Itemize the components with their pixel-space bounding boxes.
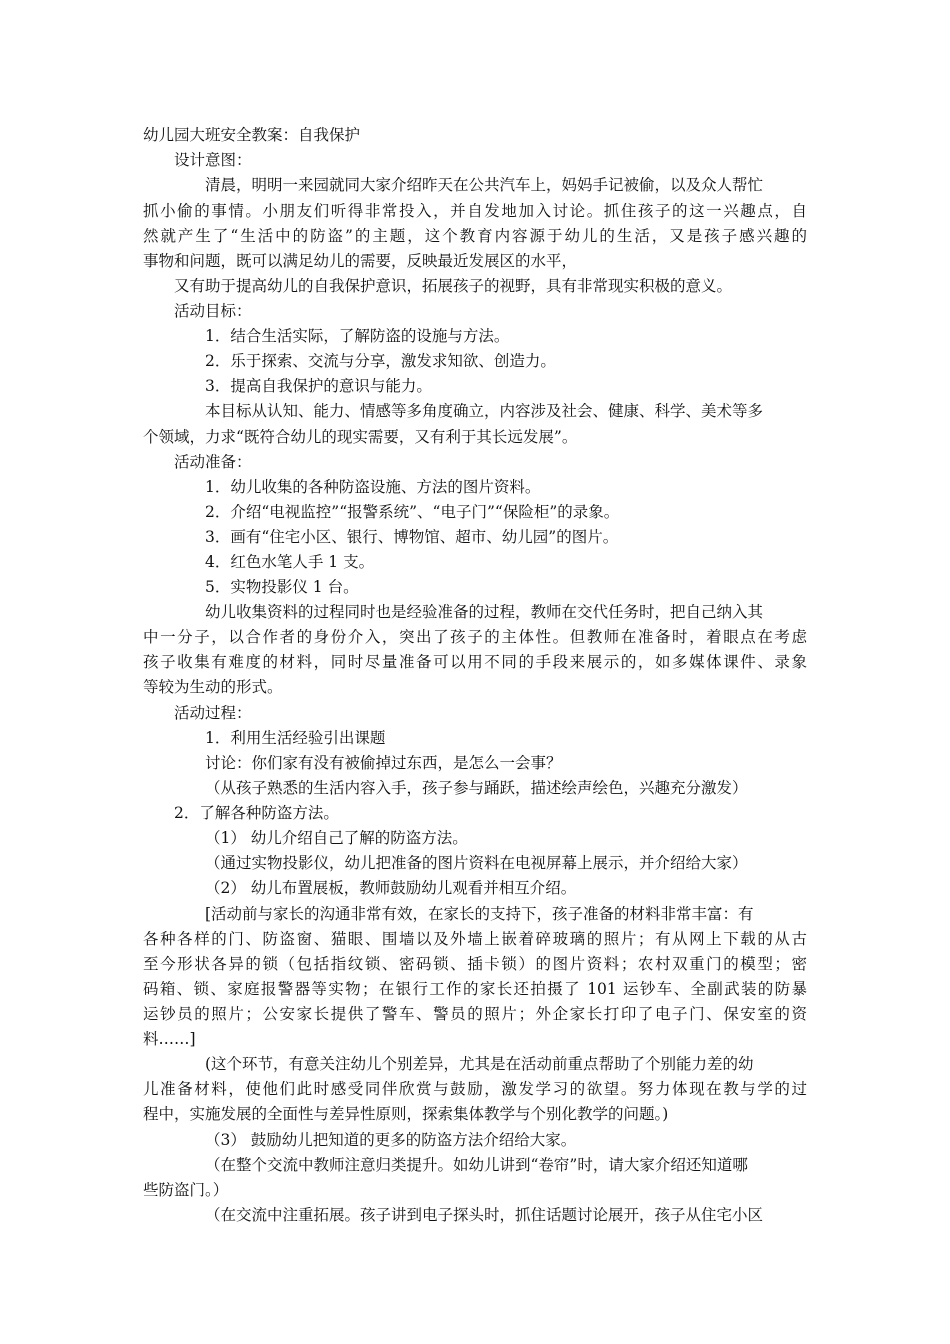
section-heading-preparation: 活动准备：	[174, 453, 252, 471]
paragraph-line: 讨论：你们家有没有被偷掉过东西，是怎么一会事？	[205, 754, 562, 772]
paragraph-line: 事物和问题，既可以满足幼儿的需要，反映最近发展区的水平，	[143, 252, 578, 270]
process-step: 1．利用生活经验引出课题	[205, 729, 386, 747]
paragraph-line: 各种各样的门、防盗窗、猫眼、围墙以及外墙上嵌着碎玻璃的照片；有从网上下载的从古	[143, 930, 807, 948]
paragraph-line: 中一分子，以合作者的身份介入，突出了孩子的主体性。但教师在准备时，着眼点在考虑	[143, 628, 807, 646]
paragraph-line: 些防盗门。）	[143, 1181, 229, 1199]
paragraph-line: [活动前与家长的沟通非常有效，在家长的支持下，孩子准备的材料非常丰富：有	[205, 905, 754, 923]
paragraph-line: 抓小偷的事情。小朋友们听得非常投入，并自发地加入讨论。抓住孩子的这一兴趣点，自	[143, 202, 807, 220]
section-heading-process: 活动过程：	[174, 704, 252, 722]
prep-item: 4．红色水笔人手 1 支。	[205, 553, 375, 571]
paragraph-line: 又有助于提高幼儿的自我保护意识，拓展孩子的视野，具有非常现实积极的意义。	[174, 277, 733, 295]
doc-title: 幼儿园大班安全教案：自我保护	[143, 126, 361, 144]
process-substep: （2） 幼儿布置展板，教师鼓励幼儿观看并相互介绍。	[205, 879, 577, 897]
goal-item: 2．乐于探索、交流与分享，激发求知欲、创造力。	[205, 352, 556, 370]
paragraph-line: （在整个交流中教师注意归类提升。如幼儿讲到“卷帘”时，请大家介绍还知道哪	[205, 1156, 748, 1174]
paragraph-line: 然就产生了“生活中的防盗”的主题，这个教育内容源于幼儿的生活，又是孩子感兴趣的	[143, 227, 807, 245]
paragraph-line: （从孩子熟悉的生活内容入手，孩子参与踊跃，描述绘声绘色，兴趣充分激发）	[205, 779, 748, 797]
paragraph-line: 料……]	[143, 1030, 196, 1048]
paragraph-line: (这个环节，有意关注幼儿个别差异，尤其是在活动前重点帮助了个别能力差的幼	[205, 1055, 754, 1073]
process-substep: （3） 鼓励幼儿把知道的更多的防盗方法介绍给大家。	[205, 1131, 577, 1149]
paragraph-line: （通过实物投影仪，幼儿把准备的图片资料在电视屏幕上展示，并介绍给大家）	[205, 854, 748, 872]
paragraph-line: 孩子收集有难度的材料，同时尽量准备可以用不同的手段来展示的，如多媒体课件、录象	[143, 653, 807, 671]
paragraph-line: 清晨，明明一来园就同大家介绍昨天在公共汽车上，妈妈手记被偷，以及众人帮忙	[205, 176, 764, 194]
paragraph-line: 至今形状各异的锁（包括指纹锁、密码锁、插卡锁）的图片资料；农村双重门的模型；密	[143, 955, 807, 973]
paragraph-line: 等较为生动的形式。	[143, 678, 283, 696]
section-heading-goals: 活动目标：	[174, 302, 252, 320]
prep-item: 1．幼儿收集的各种防盗设施、方法的图片资料。	[205, 478, 541, 496]
section-heading-design-intent: 设计意图：	[174, 151, 252, 169]
goal-item: 3．提高自我保护的意识与能力。	[205, 377, 432, 395]
paragraph-line: 码箱、锁、家庭报警器等实物；在银行工作的家长还拍摄了 101 运钞车、全副武装的防暴	[143, 980, 807, 998]
prep-item: 3．画有“住宅小区、银行、博物馆、超市、幼儿园”的图片。	[205, 528, 619, 546]
paragraph-line: 运钞员的照片；公安家长提供了警车、警员的照片；外企家长打印了电子门、保安室的资	[143, 1005, 807, 1023]
process-substep: （1） 幼儿介绍自己了解的防盗方法。	[205, 829, 468, 847]
prep-item: 2．介绍“电视监控”“报警系统”、“电子门”“保险柜”的录象。	[205, 503, 620, 521]
paragraph-line: 本目标从认知、能力、情感等多角度确立，内容涉及社会、健康、科学、美术等多	[205, 402, 764, 420]
goal-item: 1．结合生活实际，了解防盗的设施与方法。	[205, 327, 510, 345]
paragraph-line: 个领域，力求“既符合幼儿的现实需要，又有利于其长远发展”。	[143, 428, 578, 446]
prep-item: 5．实物投影仪 1 台。	[205, 578, 359, 596]
paragraph-line: 幼儿收集资料的过程同时也是经验准备的过程，教师在交代任务时，把自己纳入其	[205, 603, 764, 621]
paragraph-line: 程中，实施发展的全面性与差异性原则，探索集体教学与个别化教学的问题。)	[143, 1105, 669, 1123]
paragraph-line: （在交流中注重拓展。孩子讲到电子探头时，抓住话题讨论展开，孩子从住宅小区	[205, 1206, 764, 1224]
paragraph-line: 儿准备材料，使他们此时感受同伴欣赏与鼓励，激发学习的欲望。努力体现在教与学的过	[143, 1080, 807, 1098]
process-step: 2．了解各种防盗方法。	[174, 804, 339, 822]
